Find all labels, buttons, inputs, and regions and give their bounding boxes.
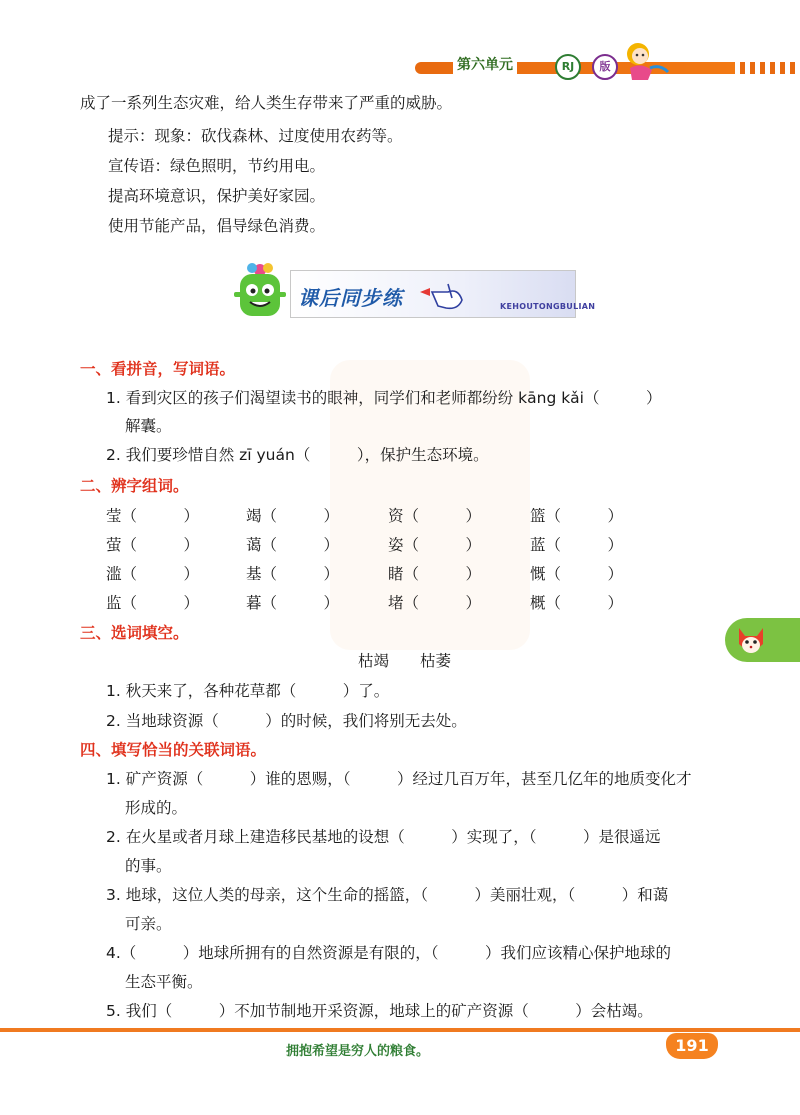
question-2: 2. 当地球资源（ ）的时候，我们将别无去处。	[106, 712, 467, 730]
question-1: 1. 看到灾区的孩子们渴望读书的眼神，同学们和老师都纷纷 kāng kǎi（ ）	[106, 389, 662, 407]
question-3-cont: 可亲。	[125, 915, 172, 933]
hint-line: 提示：现象：砍伐森林、过度使用农药等。	[108, 127, 403, 145]
question-1-cont: 解囊。	[125, 417, 172, 435]
slogan-line: 宣传语：绿色照明，节约用电。	[108, 157, 326, 175]
question-2-cont: 的事。	[125, 857, 172, 875]
question-3: 3. 地球，这位人类的母亲，这个生命的摇篮，（ ）美丽壮观，（ ）和蔼	[106, 886, 669, 904]
section-3-title: 三、选词填空。	[80, 624, 189, 642]
question-4: 4.（ ）地球所拥有的自然资源是有限的，（ ）我们应该精心保护地球的	[106, 944, 672, 962]
word-item: 基（ ）	[246, 565, 340, 583]
rj-badge: RJ	[555, 54, 581, 80]
page-number: 191	[666, 1033, 718, 1059]
word-options: 枯竭 枯萎	[358, 652, 452, 670]
word-item: 篮（ ）	[530, 507, 624, 525]
slogan-line: 提高环境意识，保护美好家园。	[108, 187, 326, 205]
word-item: 堵（ ）	[388, 594, 482, 612]
pointing-hand-icon	[418, 278, 464, 312]
footer-slogan: 拥抱希望是穷人的粮食。	[286, 1044, 430, 1059]
word-item: 蔼（ ）	[246, 536, 340, 554]
slogan-line: 使用节能产品，倡导绿色消费。	[108, 217, 326, 235]
section-2-title: 二、辨字组词。	[80, 477, 189, 495]
word-item: 蓝（ ）	[530, 536, 624, 554]
question-2: 2. 在火星或者月球上建造移民基地的设想（ ）实现了，（ ）是很遥远	[106, 828, 661, 846]
section-1-title: 一、看拼音，写词语。	[80, 360, 236, 378]
edition-badge: 版	[592, 54, 618, 80]
green-monster-icon	[228, 260, 292, 324]
mascot-girl-icon	[620, 38, 670, 82]
unit-label: 第六单元	[453, 54, 517, 74]
question-1: 1. 矿产资源（ ）谁的恩赐，（ ）经过几百万年，甚至几亿年的地质变化才	[106, 770, 692, 788]
header-checker-decoration	[735, 62, 800, 74]
footer-line	[0, 1028, 800, 1032]
word-item: 姿（ ）	[388, 536, 482, 554]
banner-title: 课后同步练	[298, 286, 403, 310]
word-item: 萤（ ）	[106, 536, 200, 554]
fox-mascot-icon	[733, 622, 769, 658]
word-item: 滥（ ）	[106, 565, 200, 583]
section-4-title: 四、填写恰当的关联词语。	[80, 741, 267, 759]
word-item: 监（ ）	[106, 594, 200, 612]
word-item: 竭（ ）	[246, 507, 340, 525]
intro-line: 成了一系列生态灾难，给人类生存带来了严重的威胁。	[80, 94, 453, 112]
word-item: 概（ ）	[530, 594, 624, 612]
question-4-cont: 生态平衡。	[125, 973, 203, 991]
word-item: 资（ ）	[388, 507, 482, 525]
question-1: 1. 秋天来了，各种花草都（ ）了。	[106, 682, 390, 700]
question-5: 5. 我们（ ）不加节制地开采资源，地球上的矿产资源（ ）会枯竭。	[106, 1002, 653, 1020]
word-item: 睹（ ）	[388, 565, 482, 583]
question-1-cont: 形成的。	[125, 799, 188, 817]
banner-subtitle: KEHOUTONGBULIAN	[500, 302, 596, 311]
word-item: 慨（ ）	[530, 565, 624, 583]
question-2: 2. 我们要珍惜自然 zī yuán（ ），保护生态环境。	[106, 446, 489, 464]
word-item: 暮（ ）	[246, 594, 340, 612]
word-item: 莹（ ）	[106, 507, 200, 525]
